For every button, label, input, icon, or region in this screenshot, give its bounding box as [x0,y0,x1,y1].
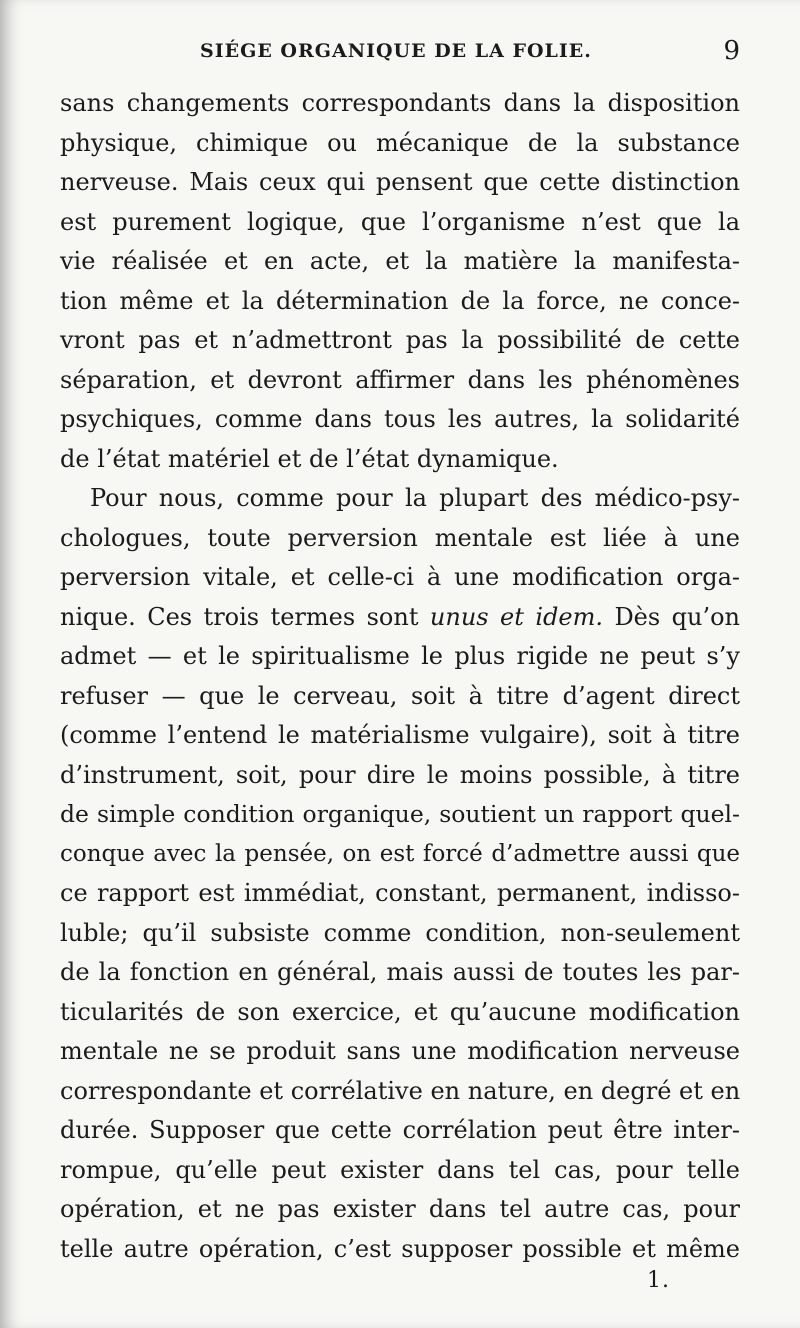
text-line: vie réalisée et en acte, et la matière la manifesta- [60,247,740,275]
text-line: nerveuse. Mais ceux qui pensent que cette distinction [60,168,740,196]
text-line: refuser — que le cerveau, soit à titre d’agent direct [60,681,740,710]
text-segment: nique. Ces trois termes sont [60,602,419,631]
text-line-with-italic [60,598,740,638]
text-line: vront pas et n’admettront pas la possibilité de cette [60,326,740,354]
text-line: correspondante et corrélative en nature, en degré et en [60,1076,741,1105]
text-line: mentale ne se produit sans une modification nerveuse [60,1037,740,1065]
text-line: admet — et le spiritualisme le plus rigide ne peut s’y [60,642,740,670]
page-number: 9 [723,36,740,66]
text-line: perversion vitale, et celle-ci à une modification orga- [60,563,740,591]
text-line: de la fonction en général, mais aussi de toutes les par- [60,958,740,986]
italic-phrase: unus et idem. [429,602,603,631]
text-line: conque avec la pensée, on est forcé d’admettre aussi que [60,840,740,867]
text-line: telle autre opération, c’est supposer possible et même [60,1234,740,1263]
text-line: (comme l’entend le matérialisme vulgaire), soit à titre [60,721,740,749]
text-line: psychiques, comme dans tous les autres, la solidarité [60,405,740,433]
text-line: sans changements correspondants dans la disposition [60,89,740,117]
text-line: de l’état matériel et de l’état dynamique. [60,444,559,473]
text-line: de simple condition organique, soutient un rapport quel- [60,800,740,828]
text-segment: Dès qu’on [614,602,740,631]
text-line: luble; qu’il subsiste comme condition, non-seulement [60,918,740,947]
page-header [60,36,740,70]
text-line: chologues, toute perversion mentale est liée à une [60,523,740,552]
text-line: durée. Supposer que cette corrélation peut être inter- [60,1116,740,1144]
text-line: d’instrument, soit, pour dire le moins possible, à titre [60,760,740,789]
text-line: Pour nous, comme pour la plupart des médico-psy- [90,484,740,512]
text-line: rompue, qu’elle peut exister dans tel cas, pour telle [60,1155,740,1184]
text-line: ce rapport est immédiat, constant, permanent, indisso- [60,879,740,907]
text-line: séparation, et devront affirmer dans les phénomènes [60,365,740,394]
body-text [60,84,740,1269]
text-line: tion même et la détermination de la force, ne conce- [60,286,740,315]
running-head: SIÉGE ORGANIQUE DE LA FOLIE. [200,40,592,62]
text-line: physique, chimique ou mécanique de la substance [60,128,740,157]
signature-mark: 1. [647,1268,670,1293]
text-line: opération, et ne pas exister dans tel autre cas, pour [60,1195,740,1223]
text-line: ticularités de son exercice, et qu’aucune modification [60,997,740,1026]
text-line: est purement logique, que l’organisme n’est que la [60,207,740,236]
